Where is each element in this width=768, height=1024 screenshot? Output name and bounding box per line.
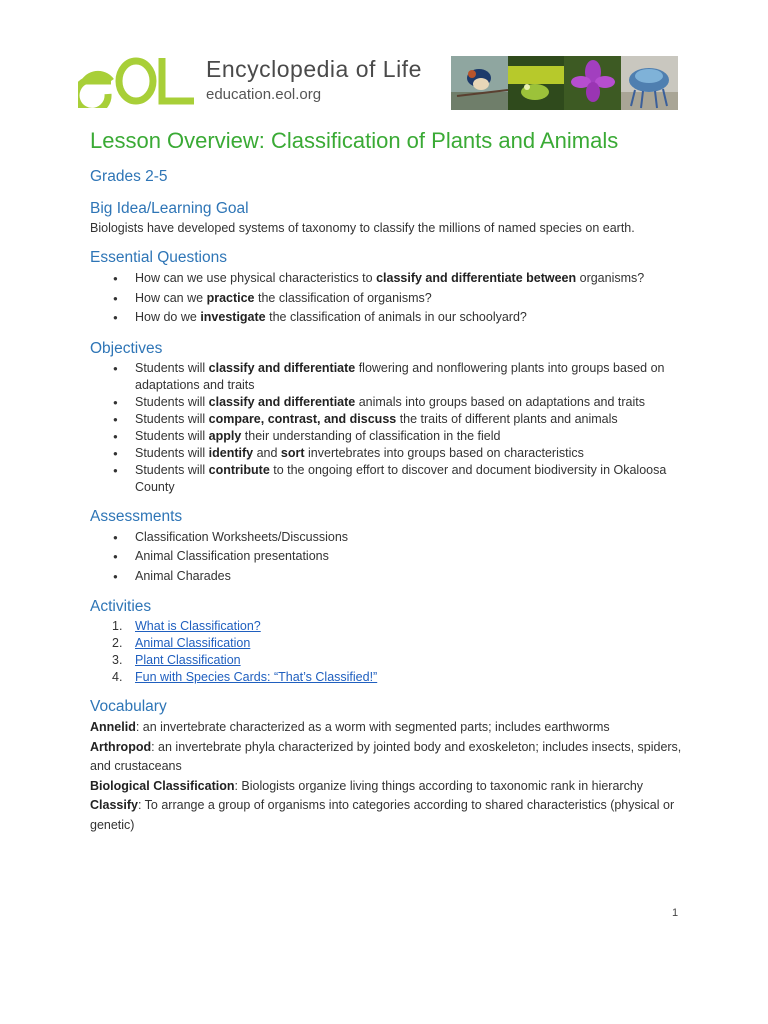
species-photos	[451, 56, 678, 110]
activity-link-animal-classification[interactable]: Animal Classification	[135, 636, 251, 650]
vocabulary-list	[90, 718, 690, 835]
vocab-definition: : To arrange a group of organisms into categories according to shared characteristics (physical or genetic)	[90, 798, 675, 832]
item-number: 4.	[112, 670, 123, 684]
list-item	[90, 635, 690, 652]
vocab-term: Classify	[90, 798, 138, 812]
objectives-list	[90, 360, 690, 496]
vocab-entry	[90, 718, 690, 738]
list-item	[90, 618, 690, 635]
list-item: ● Students will identify and sort invertebrates into groups based on characteristics	[90, 445, 690, 462]
vocab-term: Annelid	[90, 720, 136, 734]
list-item: ● Students will contribute to the ongoing effort to discover and document biodiversity in Okaloosa County	[90, 462, 690, 496]
list-item	[90, 652, 690, 669]
page-title: Lesson Overview: Classification of Plants and Animals	[90, 128, 619, 153]
page-number: 1	[672, 907, 679, 919]
brand-title: Encyclopedia of Life	[206, 56, 422, 82]
activities-list	[90, 618, 690, 686]
assessments-list	[90, 528, 690, 587]
big-idea-text: Biologists have developed systems of taxonomy to classify the millions of named species on earth.	[90, 221, 635, 235]
vocabulary-heading: Vocabulary	[90, 698, 167, 715]
big-idea-heading: Big Idea/Learning Goal	[90, 200, 249, 217]
essential-questions-list	[90, 269, 690, 328]
list-item: ● Students will apply their understanding of classification in the field	[90, 428, 690, 445]
list-item: ● Animal Classification presentations	[90, 547, 690, 567]
list-item: ● How can we practice the classification of organisms?	[90, 289, 690, 309]
vocab-definition: : Biologists organize living things according to taxonomic rank in hierarchy	[234, 778, 644, 793]
header	[78, 52, 678, 112]
item-number: 3.	[112, 653, 123, 667]
vocab-entry	[90, 796, 690, 835]
list-item: ● Students will classify and differentiate flowering and nonflowering plants into groups based on adaptations and traits	[90, 360, 690, 394]
list-item: ● Students will compare, contrast, and discuss the traits of different plants and animals	[90, 411, 690, 428]
assessments-heading: Assessments	[90, 507, 183, 525]
list-item: ● How can we use physical characteristics to classify and differentiate between organisms?	[90, 269, 690, 289]
activity-link-what-is-classification[interactable]: What is Classification?	[135, 619, 261, 633]
activity-link-plant-classification[interactable]: Plant Classification	[135, 653, 241, 667]
list-item: ● Students will classify and differentiate animals into groups based on adaptations and traits	[90, 394, 690, 411]
list-item: ● How do we investigate the classification of animals in our schoolyard?	[90, 308, 690, 328]
brand-url: education.eol.org	[206, 86, 322, 103]
vocab-term: Biological Classification	[90, 778, 235, 793]
list-item: ● Classification Worksheets/Discussions	[90, 528, 690, 548]
vocab-term: Arthropod	[90, 739, 152, 754]
list-item	[90, 669, 690, 686]
vocab-definition: : an invertebrate characterized as a worm with segmented parts; includes earthworms	[135, 720, 610, 734]
item-number: 1.	[112, 619, 123, 633]
objectives-heading: Objectives	[90, 339, 163, 357]
document-body	[90, 128, 690, 835]
vocab-definition: : an invertebrate phyla characterized by jointed body and exoskeleton; includes insects, spiders, and crustaceans	[90, 739, 682, 773]
vocab-entry	[90, 777, 690, 797]
activity-link-species-cards[interactable]: Fun with Species Cards: “That’s Classified!”	[135, 670, 378, 684]
essential-questions-heading: Essential Questions	[90, 249, 227, 266]
list-item: ● Animal Charades	[90, 567, 690, 587]
vocab-entry	[90, 738, 690, 777]
grade-level: Grades 2-5	[90, 168, 168, 185]
activities-heading: Activities	[90, 598, 152, 615]
eol-logo	[78, 54, 196, 108]
item-number: 2.	[112, 636, 123, 650]
